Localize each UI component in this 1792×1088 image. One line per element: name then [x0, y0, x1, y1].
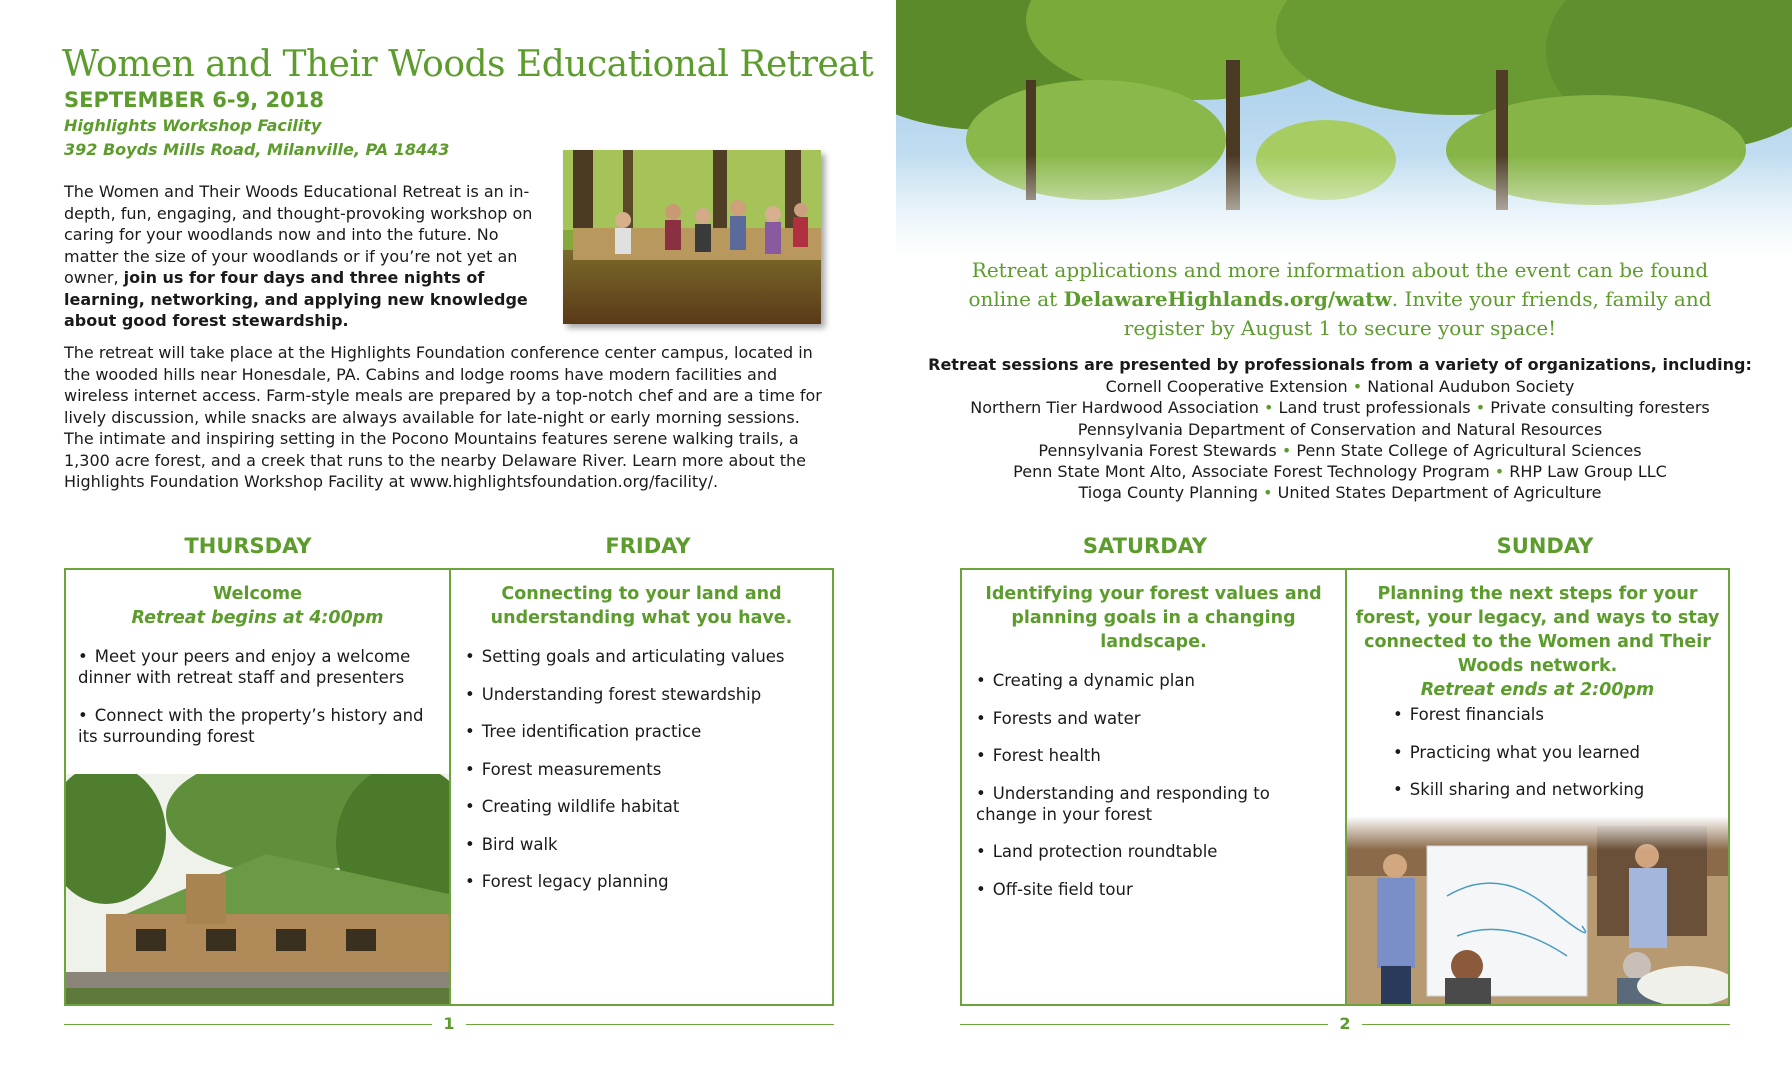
- list-item: • Bird walk: [465, 834, 820, 855]
- thursday-subtitle: Retreat begins at 4:00pm: [131, 608, 384, 628]
- facility-paragraph: The retreat will take place at the Highlights Foundation conference center campus, located in the wooded hills near Honesdale, PA. Cabins and lodge rooms have modern facilities and wireless internet access. Farm-style meals are prepared by a top-notch chef and are a time for lively discussion, while snacks are always available for late-night or early morning sessions. The intimate and inspiring setting in the Pocono Mountains features serene walking trails, a 1,300 acre forest, and a creek that runs to the nearby Delaware River. Learn more about the Highlights Foundation Workshop Facility at www.highlightsfoundation.org/facility/.: [64, 343, 822, 491]
- bullet-dot: •: [1475, 398, 1486, 418]
- sunday-box: [1345, 568, 1730, 1006]
- list-item: • Forest measurements: [465, 759, 820, 780]
- bullet-dot: •: [1352, 377, 1363, 396]
- friday-list: [465, 646, 820, 892]
- orgs-line: [920, 397, 1760, 418]
- list-item: • Setting goals and articulating values: [465, 646, 820, 667]
- saturday-title: Identifying your forest values and planning goals in a changing landscape.: [985, 584, 1322, 652]
- org-name: National Audubon Society: [1367, 377, 1575, 396]
- day-heading-saturday: SATURDAY: [1082, 534, 1208, 558]
- page-number-1: 1: [443, 1014, 455, 1033]
- intro-bold-text: join us for four days and three nights of learning, networking, and applying new knowledge about good forest stewardship.: [64, 268, 528, 330]
- intro-text: The Women and Their Woods Educational Retreat is an in-depth, fun, engaging, and thought-provoking workshop on caring for your woodlands now and into the future. No matter the size of your woodlands or if you’re not yet an owner,: [64, 182, 533, 287]
- website-link[interactable]: DelawareHighlands.org/watw: [1063, 287, 1392, 311]
- orgs-list: [920, 376, 1760, 504]
- org-name: Tioga County Planning: [1078, 483, 1259, 503]
- org-name: Pennsylvania Department of Conservation and Natural Resources: [1077, 419, 1603, 439]
- list-item: • Practicing what you learned: [1393, 742, 1716, 763]
- woods-group-illustration: [563, 150, 821, 324]
- thursday-list: [78, 646, 437, 747]
- page-title: Women and Their Woods Educational Retreat: [62, 44, 874, 85]
- orgs-heading: Retreat sessions are presented by professionals from a variety of organizations, including:: [928, 355, 1752, 374]
- footer-rule-right: [466, 1024, 834, 1025]
- woods-group-photo: [563, 150, 821, 324]
- venue-name: Highlights Workshop Facility: [64, 116, 322, 135]
- list-item: • Forests and water: [976, 708, 1333, 729]
- cta-text-1: Retreat applications and more information about the event can be found online at: [968, 258, 1709, 311]
- list-item: • Creating wildlife habitat: [465, 796, 820, 817]
- event-dates: SEPTEMBER 6-9, 2018: [64, 88, 324, 112]
- saturday-box: [960, 568, 1347, 1006]
- footer-rule-right: [1362, 1024, 1730, 1025]
- sunday-title: Planning the next steps for your forest, your legacy, and ways to stay connected to the Women and Their Woods network.: [1355, 584, 1720, 676]
- sunday-subtitle: Retreat ends at 2:00pm: [1420, 680, 1655, 700]
- page-number-2: 2: [1339, 1014, 1351, 1033]
- registration-callout: [940, 256, 1740, 343]
- thursday-box: [64, 568, 451, 1006]
- bullet-dot: •: [1281, 440, 1292, 460]
- day-heading-sunday: SUNDAY: [1496, 534, 1594, 558]
- bullet-dot: •: [1494, 462, 1505, 482]
- org-name: Land trust professionals: [1278, 398, 1471, 418]
- workshop-photo: [1347, 816, 1728, 1004]
- list-item: • Forest health: [976, 745, 1333, 766]
- saturday-list: [976, 670, 1333, 900]
- cta-text-2: . Invite your friends, family and register by August 1 to secure your space!: [1123, 287, 1712, 340]
- list-item: • Creating a dynamic plan: [976, 670, 1333, 691]
- friday-box: [449, 568, 834, 1006]
- list-item: • Tree identification practice: [465, 721, 820, 742]
- list-item: • Forest legacy planning: [465, 871, 820, 892]
- thursday-title: Welcome: [212, 584, 303, 604]
- orgs-line: [920, 376, 1760, 397]
- org-name: Private consulting foresters: [1490, 398, 1710, 418]
- list-item: • Skill sharing and networking: [1393, 779, 1716, 800]
- orgs-line: [920, 461, 1760, 482]
- list-item: • Understanding and responding to change in your forest: [976, 783, 1333, 825]
- org-name: Cornell Cooperative Extension: [1105, 377, 1348, 396]
- footer-rule-left: [64, 1024, 432, 1025]
- intro-paragraph: [64, 181, 542, 332]
- footer-rule-left: [960, 1024, 1328, 1025]
- list-item: • Connect with the property’s history and its surrounding forest: [78, 705, 437, 747]
- org-name: Penn State Mont Alto, Associate Forest Technology Program: [1013, 462, 1490, 482]
- org-name: Penn State College of Agricultural Sciences: [1296, 440, 1642, 460]
- bullet-dot: •: [1263, 483, 1273, 503]
- canopy-illustration: [896, 0, 1792, 258]
- orgs-line: [920, 482, 1760, 503]
- day-heading-thursday: THURSDAY: [184, 534, 312, 558]
- bullet-dot: •: [1264, 398, 1274, 418]
- list-item: • Forest financials: [1393, 704, 1716, 725]
- org-name: United States Department of Agriculture: [1277, 483, 1602, 503]
- orgs-line: [920, 440, 1760, 461]
- org-name: Northern Tier Hardwood Association: [970, 398, 1259, 418]
- workshop-illustration: [1347, 816, 1728, 1004]
- list-item: • Land protection roundtable: [976, 841, 1333, 862]
- lodge-illustration: [66, 774, 449, 1004]
- list-item: • Off-site field tour: [976, 879, 1333, 900]
- venue-address: 392 Boyds Mills Road, Milanville, PA 18443: [64, 140, 450, 159]
- forest-canopy-photo: [896, 0, 1792, 258]
- orgs-line: [920, 419, 1760, 440]
- lodge-photo: [66, 774, 449, 1004]
- list-item: • Understanding forest stewardship: [465, 684, 820, 705]
- org-name: Pennsylvania Forest Stewards: [1038, 440, 1277, 460]
- list-item: • Meet your peers and enjoy a welcome dinner with retreat staff and presenters: [78, 646, 437, 688]
- org-name: RHP Law Group LLC: [1509, 462, 1667, 482]
- day-heading-friday: FRIDAY: [605, 534, 691, 558]
- friday-title: Connecting to your land and understanding what you have.: [490, 584, 793, 628]
